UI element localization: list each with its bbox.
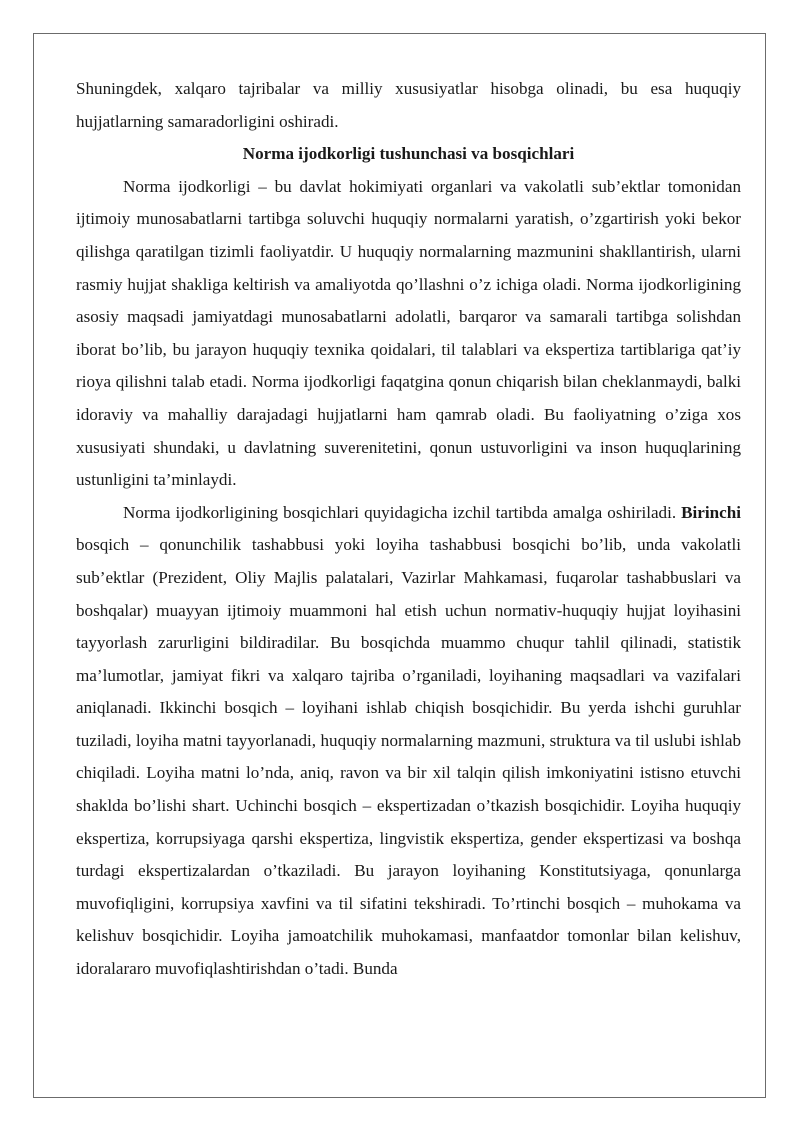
document-body: [76, 73, 741, 986]
stages-lead-text: Norma ijodkorligining bosqichlari quyidagicha izchil tartibda amalga oshiriladi.: [123, 502, 682, 522]
first-stage-bold: Birinchi: [681, 502, 741, 522]
definition-paragraph: Norma ijodkorligi – bu davlat hokimiyati organlari va vakolatli sub’ektlar tomonidan ijtimoiy munosabatlarni tartibga soluvchi huquqiy normalarni yaratish, o’zgartirish yoki bekor qilishga qaratilgan tizimli faoliyatdir. U huquqiy normalarning mazmunini shakllantirish, ularni rasmiy hujjat shakliga keltirish va amaliyotda qo’llashni o’z ichiga oladi. Norma ijodkorligining asosiy maqsadi jamiyatdagi munosabatlarni adolatli, barqaror va samarali tartibga solishdan iborat bo’lib, bu jarayon huquqiy texnika qoidalari, til talablari va ekspertiza tartiblariga qat’iy rioya qilishni talab etadi. Norma ijodkorligi faqatgina qonun chiqarish bilan cheklanmaydi, balki idoraviy va mahalliy darajadagi hujjatlarni ham qamrab oladi. Bu faoliyatning o’ziga xos xususiyati shundaki, u davlatning suverenitetini, qonun ustuvorligini va inson huquqlarining ustunligini ta’minlaydi.: [76, 176, 741, 490]
stages-paragraph: [76, 497, 741, 986]
section-heading: Norma ijodkorligi tushunchasi va bosqichlari: [242, 144, 575, 164]
intro-paragraph: Shuningdek, xalqaro tajribalar va milliy xususiyatlar hisobga olinadi, bu esa huquqiy hujjatlarning samaradorligini oshiradi.: [76, 79, 741, 131]
stages-body-text: bosqich – qonunchilik tashabbusi yoki loyiha tashabbusi bosqichi bo’lib, unda vakolatli sub’ektlar (Prezident, Oliy Majlis palatalari, Vazirlar Mahkamasi, fuqarolar tashabbuslari va boshqalar) muayyan ijtimoiy muammoni hal etish uchun normativ-huquqiy hujjat loyihasini tayyorlash zarurligini bildiradilar. Bu bosqichda muammo chuqur tahlil qilinadi, statistik ma’lumotlar, jamiyat fikri va xalqaro tajriba o’rganiladi, loyihaning maqsadlari va vazifalari aniqlanadi. Ikkinchi bosqich – loyihani ishlab chiqish bosqichidir. Bu yerda ishchi guruhlar tuziladi, loyiha matni tayyorlanadi, huquqiy normalarning mazmuni, struktura va til uslubi ishlab chiqiladi. Loyiha matni lo’nda, aniq, ravon va bir xil talqin qilish imkoniyatini istisno etuvchi shaklda bo’lishi shart. Uchinchi bosqich – ekspertizadan o’tkazish bosqichidir. Loyiha huquqiy ekspertiza, korrupsiyaga qarshi ekspertiza, lingvistik ekspertiza, gender ekspertizasi va boshqa turdagi ekspertizalardan o’tkaziladi. Bu jarayon loyihaning Konstitutsiyaga, qonunlarga muvofiqligini, korrupsiya xavfini va til sifatini tekshiradi. To’rtinchi bosqich – muhokama va kelishuv bosqichidir. Loyiha jamoatchilik muhokamasi, manfaatdor tomonlar bilan kelishuv, idoralararo muvofiqlashtirishdan o’tadi. Bunda: [76, 535, 741, 979]
